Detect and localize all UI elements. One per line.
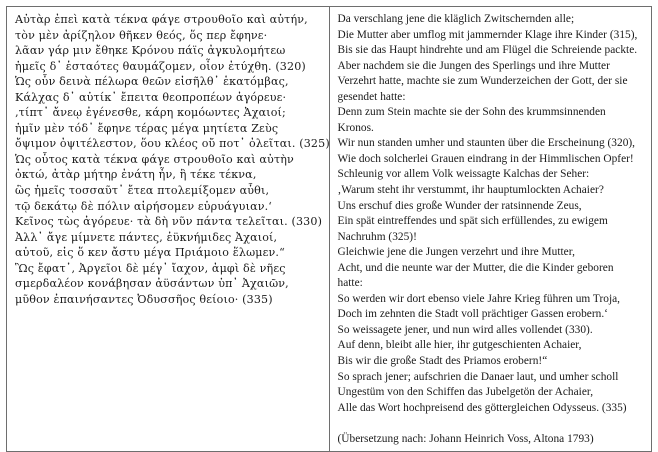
greek-line: λᾶαν γάρ μιν ἔθηκε Κρόνου πάϊς ἀγκυλομήτεω [15,44,286,58]
german-line: Da verschlang jene die kläglich Zwitschernden alle; [337,13,575,25]
german-cell-inner [330,7,652,451]
greek-line: Ὣς ἔφατ᾽, Ἀργεῖοι δὲ μέγ᾽ ἴαχον, ἀμφὶ δὲ νῆες [15,261,286,275]
german-line: Ein spät eintreffendes und spät sich erfüllendes, zu ewigem [337,215,608,228]
german-line: ‚Warum steht ihr verstummt, ihr hauptumlockten Achaier? [337,184,604,197]
german-line: So werden wir dort ebenso viele Jahre Krieg führen um Troja, [337,292,621,305]
german-line: Nachruhm (325)! [337,230,417,243]
german-line: Schleunig vor allem Volk weissagte Kalchas der Seher: [337,168,590,181]
german-line: Uns erschuf dies große Wunder der ratsinnende Zeus, [337,199,582,212]
german-line: Bis sie das Haupt hindrehte und am Flügel die Schreiende packte. [337,44,638,57]
german-line: So sprach jener; aufschrien die Danaer laut, und umher scholl [337,370,619,383]
translation-source-note: (Übersetzung nach: Johann Heinrich Voss, Altona 1793) [337,432,594,445]
german-line: Die Mutter aber umflog mit jammernder Klage ihre Kinder (315), [337,28,638,41]
greek-line: Ἀλλ᾽ ἄγε μίμνετε πάντες, ἐϋκνήμιδες Ἀχαιοί, [15,230,278,244]
greek-line: ἡμεῖς δ᾽ ἑσταότες θαυμάζομεν, οἷον ἐτύχθη. (320) [15,59,306,73]
german-line: Acht, und die neunte war der Mutter, die die Kinder geboren [337,261,614,274]
german-line: Wie doch solcherlei Grauen eindrang in der Himmlischen Opfer! [337,152,634,165]
greek-line: τὸν μὲν ἀρίζηλον θῆκεν θεός, ὅς περ ἔφηνε· [15,28,268,42]
greek-line: ‚τίπτ᾽ ἄνεῳ ἐγένεσθε, κάρη κομόωντες Ἀχαιοί; [15,106,286,120]
table-row [7,7,652,452]
greek-line: Κάλχας δ᾽ αὐτίκ᾽ ἔπειτα θεοπροπέων ἀγόρευε· [15,90,287,104]
greek-line: ὄψιμον ὀψιτέλεστον, ὅου κλέος οὔ ποτ᾽ ὀλεῖται. (325) [15,137,330,151]
german-line: gesendet hatte: [337,90,406,103]
greek-line: ἡμῖν μὲν τόδ᾽ ἔφηνε τέρας μέγα μητίετα Ζεὺς [15,121,279,135]
greek-line: αὐτοῦ, εἰς ὅ κεν ἄστυ μέγα Πριάμοιο ἕλωμεν.“ [15,246,285,260]
german-text-cell [329,7,652,452]
german-line: So weissagete jener, und nun wird alles vollendet (330). [337,323,593,336]
german-line: Gleichwie jene die Jungen verzehrt und ihre Mutter, [337,246,575,259]
greek-line: τῷ δεκάτῳ δὲ πόλιν αἱρήσομεν εὐρυάγυιαν.‘ [15,199,272,213]
document-page [0,6,658,445]
german-verse-block [338,12,646,447]
german-line: Ungestüm von den Schiffen das Jubelgetön der Achaier, [337,386,594,399]
greek-line: σμερδαλέον κονάβησαν ἀϋσάντων ὑπ᾽ Ἀχαιῶν, [15,277,289,291]
greek-line: μῦθον ἐπαινήσαντες Ὀδυσσῆος θείοιο· (335) [15,292,273,306]
german-line: Denn zum Stein machte sie der Sohn des krummsinnenden [337,106,606,119]
german-line: hatte: [337,277,363,290]
german-line: Doch im zehnten die Stadt voll prächtiger Gassen erobern.‘ [337,308,608,321]
german-line: Auf denn, bleibt alle hier, ihr gutgeschienten Achaier, [337,339,582,352]
greek-line: Αὐτὰρ ἐπεὶ κατὰ τέκνα φάγε στρουθοῖο καὶ αὐτήν, [15,13,308,26]
paragraph-spacer [338,416,646,432]
table-body [7,7,652,452]
bilingual-text-table [6,6,652,452]
greek-line: Κεῖνος τὼς ἀγόρευε· τὰ δὴ νῦν πάντα τελεῖται. (330) [15,215,323,229]
german-line: Alle das Wort hochpreisend des göttergleichen Odysseus. (335) [337,401,627,414]
german-line: Aber nachdem sie die Jungen des Sperlings und ihre Mutter [337,59,610,72]
greek-line: ὣς ἡμεῖς τοσσαῦτ᾽ ἔτεα πτολεμίξομεν αὖθι, [15,184,270,198]
greek-cell-inner [7,7,329,311]
greek-text-cell [7,7,330,452]
german-line: Verzehrt hatte, machte sie zum Wunderzeichen der Gott, der sie [337,75,628,88]
greek-line: Ὡς οὗτος κατὰ τέκνα φάγε στρουθοῖο καὶ αὐτὴν [15,152,294,166]
greek-verse-block [15,12,330,307]
german-line: Wir nun standen umher und staunten über die Erscheinung (320), [337,137,636,150]
greek-line: Ὡς οὖν δεινὰ πέλωρα θεῶν εἰσῆλθ᾽ ἑκατόμβας, [15,75,289,89]
german-line: Kronos. [337,121,374,134]
greek-line: ὀκτώ, ἀτὰρ μήτηρ ἐνάτη ἦν, ἣ τέκε τέκνα, [15,168,257,182]
german-line: Bis wir die große Stadt des Priamos erobern!“ [337,355,548,368]
